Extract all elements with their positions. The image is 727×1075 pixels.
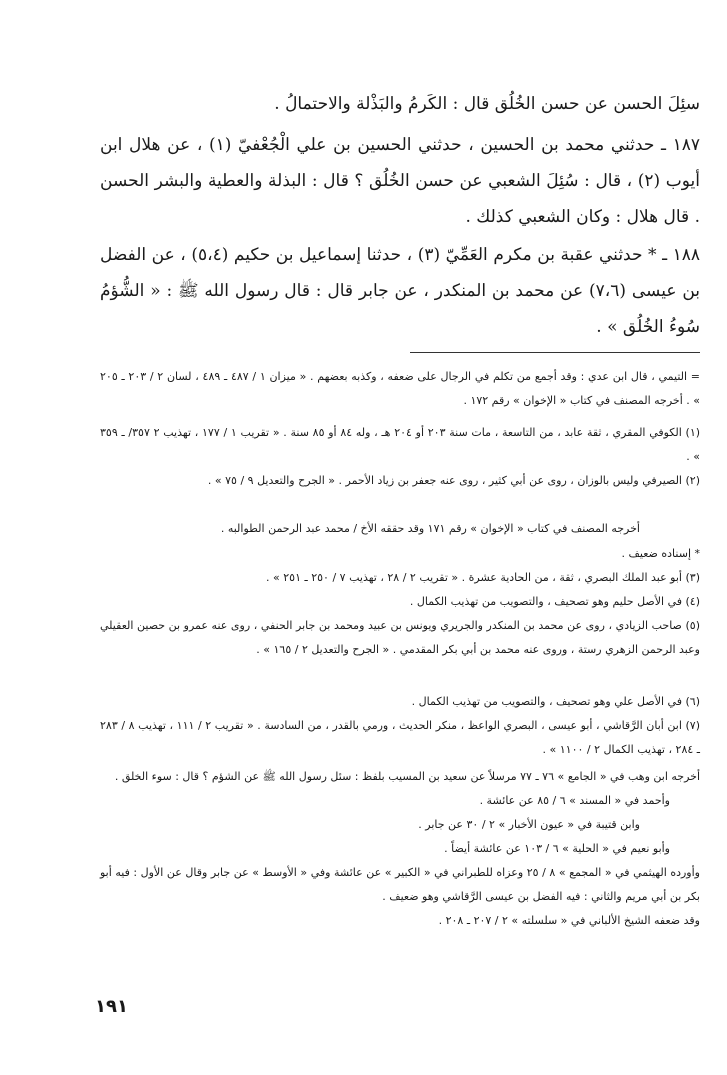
- footnote-3: (٣) أبو عبد الملك البصري ، ثقة ، من الحادية عشرة . « تقريب ٢ / ٢٨ ، تهذيب ٧ / ٢٥٠ ـ ٢٥١ » .: [266, 571, 700, 584]
- footnote-1: (١) الكوفي المقري ، ثقة عابد ، من التاسعة ، مات سنة ٢٠٣ أو ٢٠٤ هـ ، وله ٨٤ أو ٨٥ سنة . « تقريب ١ / ١٧٧ ، تهذيب ٢ ٣٥٧/ ـ ٣٥٩ » .: [100, 426, 701, 463]
- footnote-line: = التيمي ، قال ابن عدي : وقد أجمع من تكلم في الرجال على ضعفه ، وكذبه بعضهم . « ميزان ١ / ٤٨٧ ـ ٤٨٩ ، لسان ٢ / ٢٠٣ ـ ٢٠٥ » . أخرجه المصنف في كتاب « الإخوان » رقم ١٧٢ .: [100, 370, 701, 407]
- footnote-7: (٧) ابن أبان الرَّقاشي ، أبو عيسى ، البصري الواعظ ، منكر الحديث ، ورمي بالقدر ، من السادسة . « تقريب ٢ / ١١١ ، تهذيب ٨ / ٢٨٣ ـ ٢٨٤ ، تهذيب الكمال ٢ / ١١٠٠ » .: [100, 719, 700, 756]
- footnote-4: (٤) في الأصل حليم وهو تصحيف ، والتصويب من تهذيب الكمال .: [409, 595, 700, 608]
- footnote-6: (٦) في الأصل علي وهو تصحيف ، والتصويب من تهذيب الكمال .: [411, 695, 700, 708]
- isnad-note: * إسناده ضعيف .: [621, 547, 700, 560]
- hadith-187-text: ١٨٧ ـ حدثني محمد بن الحسين ، حدثني الحسين بن علي الْجُعْفيّ (١) ، عن هلال ابن أيوب (٢) ، قال : سُئِلَ الشعبي عن حسن الخُلُق ؟ قال : البذلة والعطية والبشر الحسن . قال هلال : وكان الشعبي كذلك .: [100, 135, 700, 227]
- page-number: ١٩١: [95, 996, 128, 1017]
- footnote-divider: [410, 352, 700, 353]
- footnote-5: (٥) صاحب الزيادي ، روى عن محمد بن المنكدر والجريري ويونس بن عبيد ومحمد بن جابر الحنفي ، روى عنه عمرو بن حصين العقيلي وعبد الرحمن الزهري رستة ، وروى عنه محمد بن أبي بكر المقدمي . « الجرح والتعديل ٢ / ١٦٥ » .: [100, 619, 700, 656]
- takhrij-abu-nuaym: وأبو نعيم في « الحلية » ٦ / ١٠٣ عن عائشة أيضاً .: [444, 842, 670, 855]
- ikhwan-note: أخرجه المصنف في كتاب « الإخوان » رقم ١٧١ وقد حققه الأخ / محمد عبد الرحمن الطوالبه .: [220, 522, 640, 535]
- opening-line: [100, 86, 700, 122]
- takhrij-ahmad: وأحمد في « المسند » ٦ / ٨٥ عن عائشة .: [479, 794, 670, 807]
- hasan-saying: سئِلَ الحسن عن حسن الخُلُق قال : الكَرمُ والبَذْلة والاحتمالُ .: [274, 94, 700, 114]
- hadith-187: [100, 127, 700, 235]
- takhrij-intro: أخرجه ابن وهب في « الجامع » ٧٦ ـ ٧٧ مرسلاً عن سعيد بن المسيب بلفظ : سئل رسول الله ﷺ عن الشؤم ؟ قال : سوء الخلق .: [114, 770, 700, 783]
- takhrij-haythami: وأورده الهيثمي في « المجمع » ٨ / ٢٥ وعزاه للطبراني في « الكبير » عن عائشة وفي « الأوسط » عن جابر وقال عن الأول : فيه أبو بكر بن أبي مريم والثاني : فيه الفضل بن عيسى الرَّقاشي وهو ضعيف .: [100, 866, 700, 903]
- takhrij-albani: وقد ضعفه الشيخ الألباني في « سلسلته » ٢ / ٢٠٧ ـ ٢٠٨ .: [438, 914, 700, 927]
- footnotes-1-2: [100, 421, 700, 493]
- hadith-188-text: ١٨٨ ـ * حدثني عقبة بن مكرم العَمِّيّ (٣) ، حدثنا إسماعيل بن حكيم (٥،٤) ، عن الفضل بن عيسى (٧،٦) عن محمد بن المنكدر ، عن جابر قال : قال رسول الله ﷺ : « الشُّؤمُ سُوءُ الخُلُق » .: [100, 245, 700, 337]
- hadith-188: [100, 237, 700, 345]
- takhrij-block: [100, 765, 700, 933]
- ikhwan-note-block: [100, 517, 700, 541]
- footnote-continuation: [100, 365, 700, 413]
- takhrij-qutaybah: وابن قتيبة في « عيون الأخبار » ٢ / ٣٠ عن جابر .: [418, 818, 640, 831]
- isnad-block: [100, 542, 700, 566]
- footnotes-3-5: [100, 566, 700, 662]
- footnote-2: (٢) الصيرفي وليس بالوزان ، روى عن أبي كثير ، روى عنه جعفر بن زياد الأحمر . « الجرح والتعديل ٩ / ٧٥ » .: [207, 474, 700, 487]
- footnotes-6-7: [100, 690, 700, 762]
